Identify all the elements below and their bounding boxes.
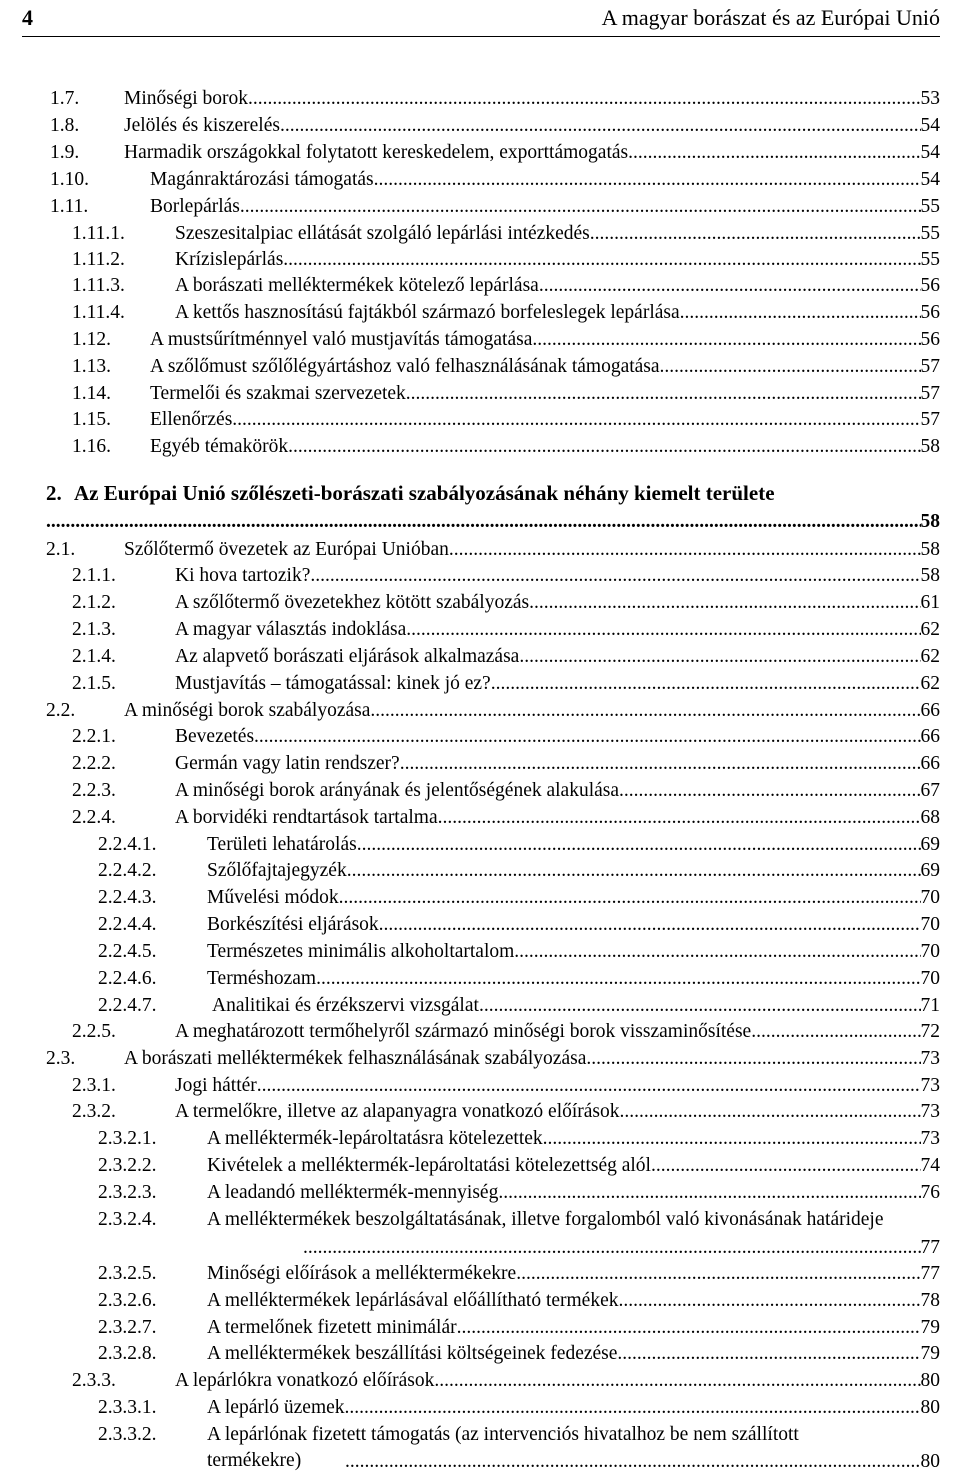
toc-entry-2-2-4[interactable] [0,805,960,831]
entry-number: 2.2.4. [72,807,116,828]
entry-title: A lepárlókra vonatkozó előírások [175,1370,435,1391]
chapter-2-leader [46,509,940,535]
entry-title: Művelési módok [207,887,339,908]
entry-number: 2.2.4.4. [98,914,157,935]
toc-entry-1-11-1[interactable] [0,221,960,247]
entry-page: 80 [920,1370,940,1391]
entry-number: 2.3.2. [72,1101,116,1122]
toc-entry-2-3-2-6[interactable] [0,1288,960,1314]
toc-entry-1-13[interactable] [0,354,960,380]
entry-page: 58 [920,436,940,457]
entry-page: 71 [920,995,940,1016]
dot-leader [339,885,921,911]
entry-page: 56 [920,302,940,323]
toc-entry-2-2-4-5[interactable] [0,939,960,965]
entry-title: Területi lehatárolás [207,834,357,855]
toc-entry-2-3-2-8[interactable] [0,1341,960,1367]
toc-entry-2-1-1[interactable] [0,563,960,589]
entry-number: 2.3.2.2. [98,1155,157,1176]
entry-title: Jogi háttér [175,1075,257,1096]
entry-title: Borlepárlás [150,196,240,217]
dot-leader [651,1153,921,1179]
entry-title: A lepárló üzemek [207,1397,345,1418]
entry-title: Termelői és szakmai szervezetek [150,383,406,404]
entry-title: A mustsűrítménnyel való mustjavítás támogatása [150,329,533,350]
entry-number: 1.9. [50,142,80,163]
toc-entry-2-3[interactable] [0,1046,960,1072]
entry-number: 1.15. [72,409,111,430]
toc-entry-2-3-3-1[interactable] [0,1395,960,1421]
dot-leader [680,300,921,326]
dot-leader [434,1368,920,1394]
entry-number: 2.2.4.1. [98,834,157,855]
entry-title: Szőlőfajtajegyzék [207,860,347,881]
entry-page: 55 [920,196,940,217]
dot-leader [254,724,920,750]
entry-title: A magyar választás indoklása [175,619,407,640]
entry-number: 2.1.4. [72,646,116,667]
dot-leader [283,247,920,273]
entry-number: 2.3.3.2. [98,1424,157,1445]
toc-entry-2-3-2-5[interactable] [0,1261,960,1287]
entry-title: A borvidéki rendtartások tartalma [175,807,438,828]
dot-leader [617,1341,920,1367]
dot-leader [345,1449,921,1475]
entry-number: 1.11. [50,196,89,217]
dot-leader [316,966,920,992]
entry-title: Magánraktározási támogatás [150,169,374,190]
entry-number: 2.2.5. [72,1021,116,1042]
entry-number: 2.3.2.3. [98,1182,157,1203]
entry-title: A szőlőtermő övezetekhez kötött szabályozás [175,592,530,613]
entry-number: 2.1.3. [72,619,116,640]
entry-page: 79 [920,1343,940,1364]
toc-entry-1-11-3[interactable] [0,273,960,299]
entry-page: 54 [920,169,940,190]
entry-number: 2.1.1. [72,565,116,586]
entry-page: 70 [920,887,940,908]
entry-number: 2.3.2.1. [98,1128,157,1149]
entry-number: 2.3.3.1. [98,1397,157,1418]
entry-page: 58 [920,565,940,586]
toc-entry-2-2-5[interactable] [0,1019,960,1045]
toc-chapter-2[interactable] [0,480,960,506]
toc-entry-1-11-2[interactable] [0,247,960,273]
entry-title: Germán vagy latin rendszer? [175,753,400,774]
entry-number: 2.2.1. [72,726,116,747]
entry-page: 74 [920,1155,940,1176]
entry-number: 2.3.2.6. [98,1290,157,1311]
entry-title: Minőségi előírások a melléktermékekre [207,1263,517,1284]
entry-number: 1.10. [50,169,89,190]
toc-entry-2-1-5[interactable] [0,671,960,697]
dot-leader [400,751,921,777]
toc-entry-2-1-3[interactable] [0,617,960,643]
dot-leader [539,273,921,299]
dot-leader [586,1046,920,1072]
dot-leader [457,1315,921,1341]
toc-entry-2-2-4-7[interactable] [0,993,960,1019]
entry-title: Szőlőtermő övezetek az Európai Unióban [124,539,449,560]
dot-leader [280,113,921,139]
entry-page: 73 [920,1128,940,1149]
dot-leader [345,1395,921,1421]
entry-2-3-2-4-leader [207,1235,940,1261]
entry-title: Ellenőrzés [150,409,233,430]
dot-leader [514,939,920,965]
toc-entry-2-3-2-7[interactable] [0,1315,960,1341]
toc-entry-2-3-2-2[interactable] [0,1153,960,1179]
dot-leader [590,221,921,247]
entry-title: A meghatározott termőhelyről származó minőségi borok visszaminősítése [175,1021,752,1042]
entry-page: 76 [920,1182,940,1203]
entry-page: 73 [920,1075,940,1096]
toc-entry-1-7[interactable] [0,86,960,112]
entry-title: Analitikai és érzékszervi vizsgálat [212,995,479,1016]
dot-leader [232,407,920,433]
dot-leader [357,832,921,858]
toc-entry-2-1-2[interactable] [0,590,960,616]
dot-leader [491,671,921,697]
dot-leader [449,537,921,563]
entry-title: A borászati melléktermékek kötelező lepárlása [175,275,539,296]
dot-leader [347,858,921,884]
entry-number: 1.7. [50,88,80,109]
entry-title: Mustjavítás – támogatással: kinek jó ez? [175,673,491,694]
dot-leader [498,1180,920,1206]
dot-leader [479,993,921,1019]
entry-page: 77 [920,1263,940,1284]
dot-leader [438,805,921,831]
dot-leader [406,617,920,643]
dot-leader [248,86,920,112]
entry-page: 53 [920,88,940,109]
entry-title: A minőségi borok szabályozása [124,700,371,721]
entry-page: 73 [920,1101,940,1122]
entry-page: 66 [920,700,940,721]
entry-number: 2.1. [46,539,76,560]
toc-entry-2-3-1[interactable] [0,1073,960,1099]
entry-2-3-3-2-leader [207,1449,940,1475]
entry-title: A melléktermékek lepárlásával előállítható termékek [207,1290,619,1311]
toc-entry-2-3-2[interactable] [0,1099,960,1125]
entry-page: 67 [920,780,940,801]
entry-number: 2.2.4.5. [98,941,157,962]
entry-page: 68 [920,807,940,828]
dot-leader [532,327,920,353]
entry-number: 1.14. [72,383,111,404]
entry-page: 56 [920,275,940,296]
entry-page: 62 [920,619,940,640]
toc-entry-2-3-3[interactable] [0,1368,960,1394]
toc-entry-2-2-4-1[interactable] [0,832,960,858]
entry-page: 62 [920,646,940,667]
entry-page: 66 [920,753,940,774]
toc-entry-2-2-4-6[interactable] [0,966,960,992]
entry-title: A melléktermékek beszállítási költségeinek fedezése [207,1343,618,1364]
entry-title: Szeszesitalpiac ellátását szolgáló lepárlási intézkedés [175,223,590,244]
entry-page: 54 [920,142,940,163]
entry-number: 2.2.2. [72,753,116,774]
dot-leader [370,698,920,724]
entry-title: Egyéb témakörök [150,436,289,457]
entry-page: 80 [920,1397,940,1418]
entry-number: 2.3.2.5. [98,1263,157,1284]
entry-number: 1.8. [50,115,80,136]
entry-title: Kivételek a melléktermék-lepároltatási kötelezettség alól [207,1155,651,1176]
toc-entry-1-14[interactable] [0,381,960,407]
entry-number: 2.2.4.3. [98,887,157,908]
entry-page: 70 [920,914,940,935]
entry-title: A szőlőmust szőlőlégyártáshoz való felhasználásának támogatása [150,356,660,377]
entry-number: 1.11.1. [72,223,125,244]
dot-leader [310,563,920,589]
dot-leader [406,381,921,407]
entry-page: 58 [920,539,940,560]
entry-page: 54 [920,115,940,136]
entry-title: Természetes minimális alkoholtartalom [207,941,515,962]
entry-number: 2. [46,481,62,505]
entry-number: 1.11.3. [72,275,125,296]
dot-leader [543,1126,921,1152]
toc-entry-1-15[interactable] [0,407,960,433]
toc-entry-2-2-3[interactable] [0,778,960,804]
entry-page: 66 [920,726,940,747]
entry-page: 78 [920,1290,940,1311]
entry-page: 77 [920,1237,940,1258]
dot-leader [240,194,921,220]
entry-title: Ki hova tartozik? [175,565,311,586]
dot-leader [620,1099,921,1125]
entry-page: 55 [920,249,940,270]
toc-entry-1-9[interactable] [0,140,960,166]
entry-number: 1.13. [72,356,111,377]
entry-page: 70 [920,941,940,962]
toc-entry-1-10[interactable] [0,167,960,193]
entry-title: Minőségi borok [124,88,249,109]
entry-number: 1.11.2. [72,249,125,270]
dot-leader [379,912,921,938]
entry-title: Terméshozam [207,968,317,989]
entry-page: 73 [920,1048,940,1069]
entry-page: 58 [920,511,940,532]
entry-page: 69 [920,860,940,881]
toc-entry-2-2-4-2[interactable] [0,858,960,884]
entry-title: A melléktermék-lepároltatásra kötelezettek [207,1128,543,1149]
dot-leader [288,434,920,460]
entry-page: 62 [920,673,940,694]
entry-number: 2.3.2.4. [98,1209,157,1230]
dot-leader [660,354,921,380]
entry-title: A minőségi borok arányának és jelentőségének alakulása [175,780,620,801]
toc-entry-2-1-4[interactable] [0,644,960,670]
dot-leader [751,1019,920,1045]
entry-title: A kettős hasznosítású fajtákból származó borfeleslegek lepárlása [175,302,680,323]
entry-page: 80 [920,1451,940,1472]
toc-entry-2-1[interactable] [0,537,960,563]
entry-number: 2.1.5. [72,673,116,694]
entry-title: A borászati melléktermékek felhasználásának szabályozása [124,1048,587,1069]
page-number: 4 [22,5,33,30]
entry-page: 56 [920,329,940,350]
entry-number: 2.3. [46,1048,76,1069]
toc-entry-1-11-4[interactable] [0,300,960,326]
entry-title: Krízislepárlás [175,249,284,270]
dot-leader [529,590,920,616]
toc-entry-2-2[interactable] [0,698,960,724]
toc-entry-2-2-4-4[interactable] [0,912,960,938]
toc-entry-2-2-1[interactable] [0,724,960,750]
entry-title: A lepárlónak fizetett támogatás (az intervenciós hivatalhoz be nem szállított termékekre) [207,1424,799,1471]
entry-page: 72 [920,1021,940,1042]
entry-page: 61 [920,592,940,613]
entry-page: 55 [920,223,940,244]
entry-number: 2.3.2.7. [98,1317,157,1338]
dot-leader [619,1288,921,1314]
entry-number: 2.3.3. [72,1370,116,1391]
entry-number: 1.11.4. [72,302,125,323]
entry-number: 1.12. [72,329,111,350]
entry-number: 2.3.1. [72,1075,116,1096]
dot-leader [374,167,921,193]
entry-number: 1.16. [72,436,111,457]
toc-entry-2-3-2-1[interactable] [0,1126,960,1152]
entry-page: 57 [920,383,940,404]
entry-number: 2.2.4.7. [98,995,157,1016]
entry-title: Borkészítési eljárások [207,914,379,935]
dot-leader [257,1073,921,1099]
entry-number: 2.2.3. [72,780,116,801]
entry-page: 69 [920,834,940,855]
entry-title: Az Európai Unió szőlészeti-borászati szabályozásának néhány kiemelt területe [74,481,775,505]
toc-entry-1-8[interactable] [0,113,960,139]
toc-entry-1-11[interactable] [0,194,960,220]
entry-title: A melléktermékek beszolgáltatásának, illetve forgalomból való kivonásának határideje [207,1209,884,1230]
entry-number: 2.3.2.8. [98,1343,157,1364]
entry-title: Jelölés és kiszerelés [124,115,280,136]
running-title: A magyar borászat és az Európai Unió [601,5,940,30]
entry-title: Harmadik országokkal folytatott kereskedelem, exporttámogatás [124,142,629,163]
toc-entry-1-16[interactable] [0,434,960,460]
dot-leader [519,644,920,670]
toc-entry-1-12[interactable] [0,327,960,353]
dot-leader [628,140,920,166]
toc-entry-2-2-4-3[interactable] [0,885,960,911]
toc-entry-2-3-2-3[interactable] [0,1180,960,1206]
entry-title: A leadandó melléktermék-mennyiség [207,1182,499,1203]
dot-leader [303,1235,921,1261]
entry-page: 57 [920,356,940,377]
toc-entry-2-2-2[interactable] [0,751,960,777]
entry-page: 70 [920,968,940,989]
dot-leader [46,509,921,535]
dot-leader [619,778,920,804]
entry-number: 2.2.4.6. [98,968,157,989]
entry-page: 57 [920,409,940,430]
entry-title: A termelőnek fizetett minimálár [207,1317,457,1338]
entry-number: 2.2. [46,700,76,721]
entry-number: 2.1.2. [72,592,116,613]
dot-leader [516,1261,920,1287]
entry-title: Bevezetés [175,726,255,747]
entry-page: 79 [920,1317,940,1338]
entry-title: Az alapvető borászati eljárások alkalmazása [175,646,520,667]
entry-title: A termelőkre, illetve az alapanyagra vonatkozó előírások [175,1101,620,1122]
entry-number: 2.2.4.2. [98,860,157,881]
